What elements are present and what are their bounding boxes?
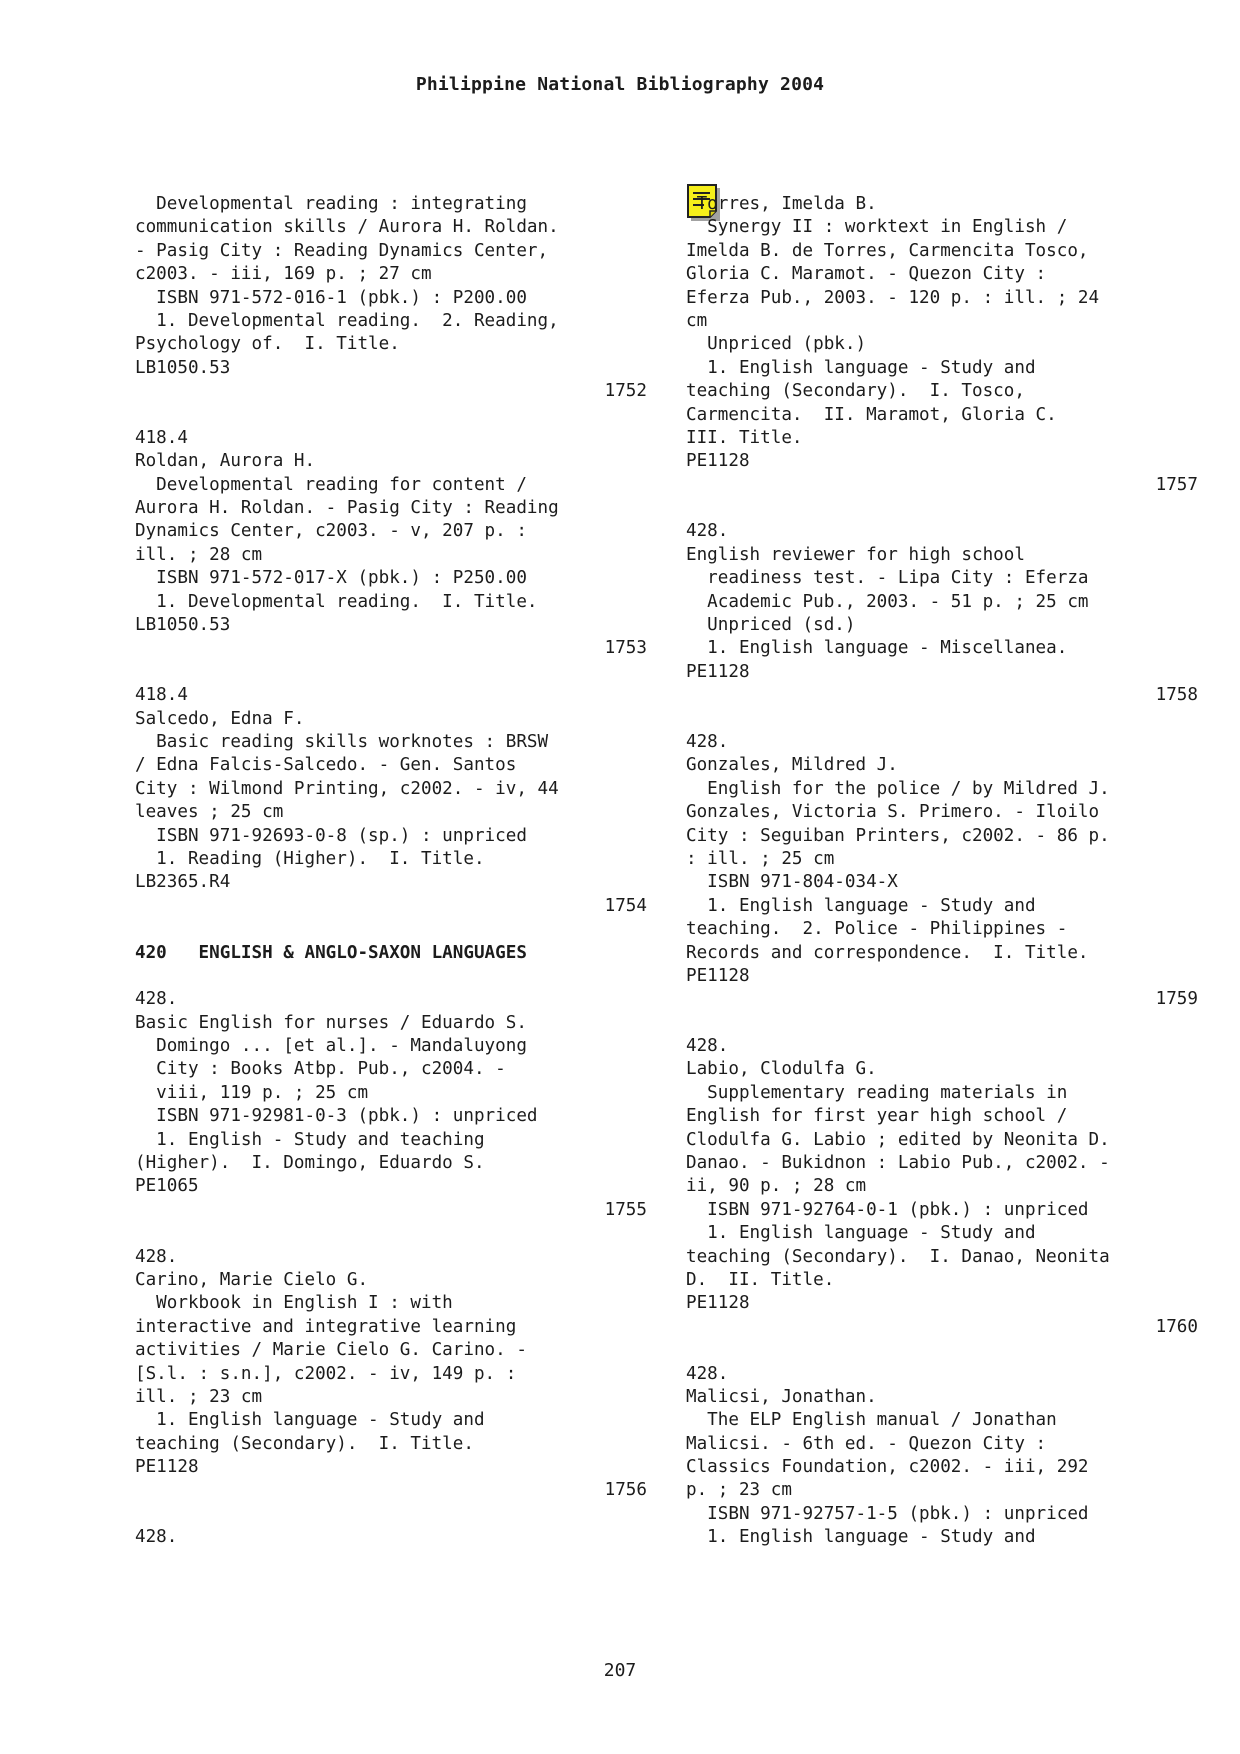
entry-line: ISBN 971-804-034-X <box>686 872 898 893</box>
entry-line: Records and correspondence. I. Title. <box>686 942 1089 963</box>
entry-line: Roldan, Aurora H. <box>135 451 316 472</box>
entry-line: teaching (Secondary). I. Title. <box>135 1433 474 1454</box>
entry-line: 1. English language - Study and <box>686 1527 1036 1548</box>
blank-line <box>135 661 647 684</box>
entry-line: - Pasig City : Reading Dynamics Center, <box>135 240 549 261</box>
entry-line: Basic English for nurses / Eduardo S. <box>135 1012 527 1033</box>
blank-line <box>686 1012 1198 1035</box>
entry-line: ISBN 971-572-016-1 (pbk.) : P200.00 <box>135 287 527 308</box>
right-column <box>686 193 1198 1550</box>
entry-line: D. II. Title. <box>686 1269 835 1290</box>
entry-line: English reviewer for high school <box>686 544 1025 565</box>
entry-line: Aurora H. Roldan. - Pasig City : Reading <box>135 498 559 519</box>
entry-line: interactive and integrative learning <box>135 1316 517 1337</box>
entry-line: LB2365.R4 <box>135 872 231 893</box>
entry-line: teaching (Secondary). I. Danao, Neonita <box>686 1246 1110 1267</box>
entry-line: Unpriced (pbk.) <box>686 334 867 355</box>
entry-line: readiness test. - Lipa City : Eferza <box>686 568 1089 589</box>
page-title: Philippine National Bibliography 2004 <box>415 74 825 95</box>
entry-line: English for the police / by Mildred J. <box>686 778 1110 799</box>
page-number: 207 <box>603 1660 637 1681</box>
entry-line: ISBN 971-92981-0-3 (pbk.) : unpriced <box>135 1106 538 1127</box>
entry-line: III. Title. <box>686 427 803 448</box>
entry-line: Basic reading skills worknotes : BRSW <box>135 731 549 752</box>
entry-line: p. ; 23 cm <box>686 1480 792 1501</box>
blank-line <box>686 708 1198 731</box>
entry-line: City : Seguiban Printers, c2002. - 86 p. <box>686 825 1110 846</box>
entry-number: 1757 <box>1155 474 1198 495</box>
entry-line: PE1128 <box>135 1457 199 1478</box>
left-column <box>135 193 647 1550</box>
entry-line: Carmencita. II. Maramot, Gloria C. <box>686 404 1057 425</box>
entry-line: Developmental reading : integrating <box>135 194 527 214</box>
entry-line: leaves ; 25 cm <box>135 802 284 823</box>
entry-line: 1. English language - Miscellanea. <box>686 638 1068 659</box>
entry-line: Domingo ... [et al.]. - Mandaluyong <box>135 1036 527 1057</box>
entry-line: Danao. - Bukidnon : Labio Pub., c2002. - <box>686 1153 1110 1174</box>
entry-line: PE1128 <box>686 451 750 472</box>
entry-line: viii, 119 p. ; 25 cm <box>135 1082 369 1103</box>
entry-line: ISBN 971-572-017-X (pbk.) : P250.00 <box>135 568 527 589</box>
entry-line: 418.4 <box>135 427 188 448</box>
entry-line: Salcedo, Edna F. <box>135 708 305 729</box>
entry-line: Labio, Clodulfa G. <box>686 1059 877 1080</box>
blank-line <box>135 1503 647 1526</box>
entry-line: ill. ; 23 cm <box>135 1386 263 1407</box>
entry-line: 1. English language - Study and <box>135 1410 485 1431</box>
entry-line: teaching (Secondary). I. Tosco, <box>686 381 1025 402</box>
entry-line: PE1065 <box>135 1176 199 1197</box>
entry-number: 1755 <box>604 1199 647 1220</box>
entry-line: 428. <box>686 521 729 542</box>
entry-line: Gloria C. Maramot. - Quezon City : <box>686 264 1047 285</box>
entry-line: The ELP English manual / Jonathan <box>686 1410 1057 1431</box>
entry-line: Imelda B. de Torres, Carmencita Tosco, <box>686 240 1089 261</box>
entry-line: Developmental reading for content / <box>135 474 527 495</box>
entry-line: Gonzales, Victoria S. Primero. - Iloilo <box>686 802 1100 823</box>
entry-line: cm <box>686 310 708 331</box>
entry-line: communication skills / Aurora H. Roldan. <box>135 217 559 238</box>
entry-line: Eferza Pub., 2003. - 120 p. : ill. ; 24 <box>686 287 1100 308</box>
entry-line: 428. <box>686 731 729 752</box>
entry-line: Carino, Marie Cielo G. <box>135 1269 369 1290</box>
blank-line <box>686 497 1198 520</box>
entry-line: ISBN 971-92693-0-8 (sp.) : unpriced <box>135 825 527 846</box>
blank-line <box>135 404 647 427</box>
entry-line: Unpriced (sd.) <box>686 615 856 636</box>
entry-number: 1754 <box>604 895 647 916</box>
entry-line: LB1050.53 <box>135 357 231 378</box>
entry-line: Clodulfa G. Labio ; edited by Neonita D. <box>686 1129 1110 1150</box>
entry-number: 1752 <box>604 381 647 402</box>
entry-line: Classics Foundation, c2002. - iii, 292 <box>686 1457 1089 1478</box>
entry-number: 1753 <box>604 638 647 659</box>
entry-line: 1. Reading (Higher). I. Title. <box>135 848 485 869</box>
entry-line: 428. <box>686 1363 729 1384</box>
entry-line: PE1128 <box>686 965 750 986</box>
entry-line: 1. English language - Study and <box>686 1223 1036 1244</box>
entry-line: English for first year high school / <box>686 1106 1068 1127</box>
entry-line: Workbook in English I : with <box>135 1293 453 1314</box>
entry-number: 1756 <box>604 1480 647 1501</box>
blank-line <box>135 918 647 941</box>
entry-line: 1. Developmental reading. I. Title. <box>135 591 538 612</box>
entry-line: LB1050.53 <box>135 615 231 636</box>
blank-line <box>135 965 647 988</box>
blank-line <box>686 1339 1198 1362</box>
entry-line: Dynamics Center, c2003. - v, 207 p. : <box>135 521 527 542</box>
entry-line: Academic Pub., 2003. - 51 p. ; 25 cm <box>686 591 1089 612</box>
entry-line: Gonzales, Mildred J. <box>686 755 898 776</box>
entry-line: 428. <box>686 1036 729 1057</box>
entry-line: ill. ; 28 cm <box>135 544 263 565</box>
entry-line: ii, 90 p. ; 28 cm <box>686 1176 867 1197</box>
entry-line: / Edna Falcis-Salcedo. - Gen. Santos <box>135 755 517 776</box>
entry-line: Malicsi. - 6th ed. - Quezon City : <box>686 1433 1047 1454</box>
entry-line: : ill. ; 25 cm <box>686 848 835 869</box>
section-heading: 420 ENGLISH & ANGLO-SAXON LANGUAGES <box>135 942 527 963</box>
entry-number: 1758 <box>1155 685 1198 706</box>
blank-line <box>135 1222 647 1245</box>
entry-line: PE1128 <box>686 661 750 682</box>
entry-line: Malicsi, Jonathan. <box>686 1386 877 1407</box>
entry-line: Torres, Imelda B. <box>686 194 877 214</box>
entry-line: teaching. 2. Police - Philippines - <box>686 919 1068 940</box>
entry-line: City : Wilmond Printing, c2002. - iv, 44 <box>135 778 559 799</box>
entry-line: 1. English language - Study and <box>686 895 1036 916</box>
entry-line: PE1128 <box>686 1293 750 1314</box>
entry-line: activities / Marie Cielo G. Carino. - <box>135 1340 527 1361</box>
entry-number: 1760 <box>1155 1316 1198 1337</box>
entry-line: [S.l. : s.n.], c2002. - iv, 149 p. : <box>135 1363 517 1384</box>
entry-line: City : Books Atbp. Pub., c2004. - <box>135 1059 506 1080</box>
entry-line: ISBN 971-92764-0-1 (pbk.) : unpriced <box>686 1199 1089 1220</box>
entry-line: Supplementary reading materials in <box>686 1082 1068 1103</box>
entry-line: c2003. - iii, 169 p. ; 27 cm <box>135 264 432 285</box>
entry-number: 1759 <box>1155 989 1198 1010</box>
entry-line: Synergy II : worktext in English / <box>686 217 1068 238</box>
entry-line: 1. English language - Study and <box>686 357 1036 378</box>
entry-line: Psychology of. I. Title. <box>135 334 400 355</box>
entry-line: 428. <box>135 1246 178 1267</box>
entry-line: ISBN 971-92757-1-5 (pbk.) : unpriced <box>686 1503 1089 1524</box>
entry-line: 1. English - Study and teaching <box>135 1129 485 1150</box>
entry-line: (Higher). I. Domingo, Eduardo S. <box>135 1153 485 1174</box>
entry-line: 418.4 <box>135 685 188 706</box>
entry-line: 428. <box>135 989 178 1010</box>
entry-line: 1. Developmental reading. 2. Reading, <box>135 310 559 331</box>
entry-line: 428. <box>135 1527 178 1548</box>
